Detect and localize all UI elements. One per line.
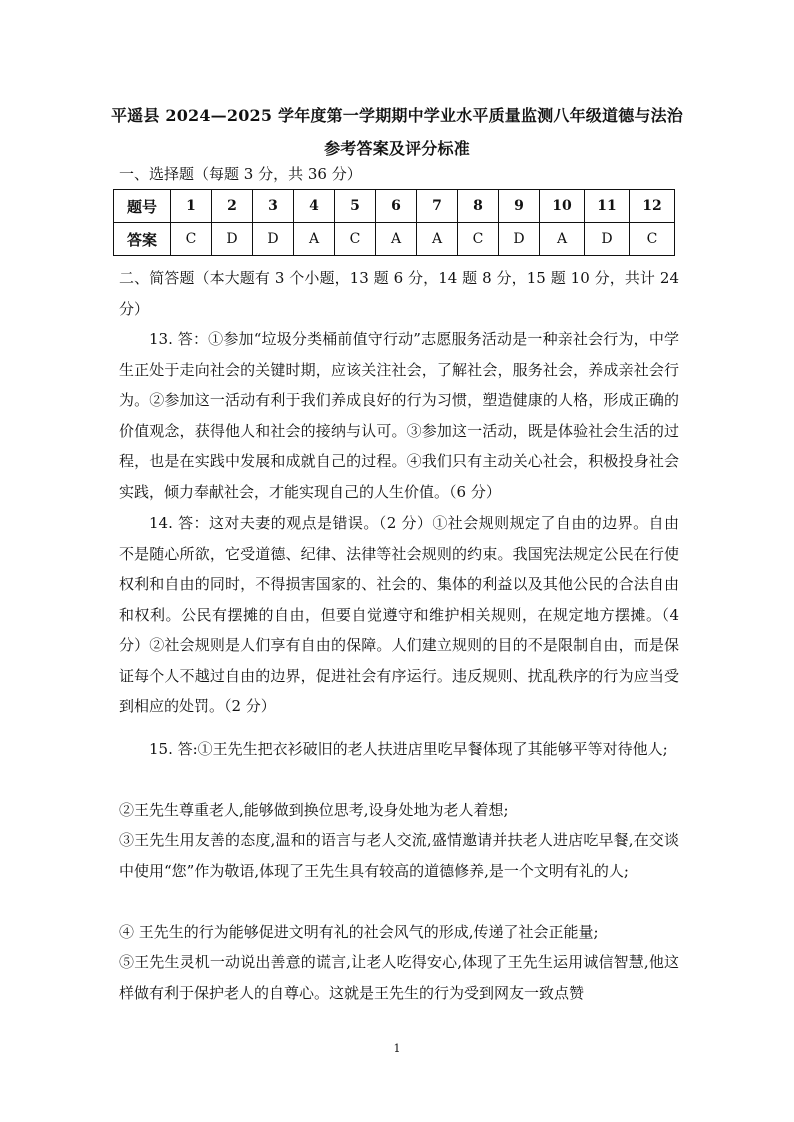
question-number: 3 bbox=[253, 190, 294, 223]
question-number: 6 bbox=[376, 190, 417, 223]
question-number: 9 bbox=[499, 190, 540, 223]
answer-cell: A bbox=[417, 223, 458, 256]
answer-15-item: ③王先生用友善的态度,温和的语言与老人交流,盛情邀请并扶老人进店吃早餐,在交谈中使用“您”作为敬语,体现了王先生具有较高的道德修养,是一个文明有礼的人; bbox=[119, 831, 679, 880]
question-number-row bbox=[114, 190, 675, 223]
answer-15-item: ⑤王先生灵机一动说出善意的谎言,让老人吃得安心,体现了王先生运用诚信智慧,他这样做有利于保护老人的自尊心。这就是王先生的行为受到网友一致点赞 bbox=[119, 953, 679, 1002]
question-number: 12 bbox=[630, 190, 675, 223]
answer-cell: D bbox=[499, 223, 540, 256]
answer-15-item: ④ 王先生的行为能够促进文明有礼的社会风气的形成,传递了社会正能量; bbox=[119, 923, 599, 941]
page-number: 1 bbox=[393, 1042, 401, 1055]
question-number: 2 bbox=[212, 190, 253, 223]
answer-cell: A bbox=[540, 223, 585, 256]
answer-15-intro: 15. 答:①王先生把衣衫破旧的老人扶进店里吃早餐体现了其能够平等对待他人; bbox=[149, 740, 668, 758]
answer-14: 14. 答：这对夫妻的观点是错误。（2 分）①社会规则规定了自由的边界。自由不是随心所欲，它受道德、纪律、法律等社会规则的约束。我国宪法规定公民在行使权利和自由的同时，不得损害国家的、社会的、集体的利益以及其他公民的合法自由和权利。公民有摆摊的自由，但要自觉遵守和维护相关规则，在规定地方摆摊。（4 分）②社会规则是人们享有自由的保障。人们建立规则的目的不是限制自由，而是保证每个人不越过自由的边界，促进社会有序运行。违反规则、扰乱秩序的行为应当受到相应的处罚。（2 分） bbox=[119, 514, 679, 715]
answer-cell: C bbox=[171, 223, 212, 256]
section-heading-short-answer: 二、简答题（本大题有 3 个小题，13 题 6 分，14 题 8 分，15 题 10 分，共计 24 分） bbox=[119, 269, 679, 318]
question-number: 4 bbox=[294, 190, 335, 223]
section-heading-choice: 一、选择题（每题 3 分，共 36 分） bbox=[119, 165, 362, 183]
answer-cell: A bbox=[294, 223, 335, 256]
answer-13: 13. 答：①参加“垃圾分类桶前值守行动”志愿服务活动是一种亲社会行为，中学生正处于走向社会的关键时期，应该关注社会，了解社会，服务社会，养成亲社会行为。②参加这一活动有利于我们养成良好的行为习惯，塑造健康的人格，形成正确的价值观念，获得他人和社会的接纳与认可。③参加这一活动，既是体验社会生活的过程，也是在实践中发展和成就自己的过程。④我们只有主动关心社会，积极投身社会实践，倾力奉献社会，才能实现自己的人生价值。（6 分） bbox=[119, 330, 679, 501]
answer-cell: C bbox=[458, 223, 499, 256]
answer-row bbox=[114, 223, 675, 256]
answer-cell: D bbox=[253, 223, 294, 256]
answer-cell: C bbox=[630, 223, 675, 256]
question-number: 8 bbox=[458, 190, 499, 223]
answer-table bbox=[113, 189, 675, 256]
answer-cell: D bbox=[585, 223, 630, 256]
question-number: 1 bbox=[171, 190, 212, 223]
answer-cell: A bbox=[376, 223, 417, 256]
row-header-answer: 答案 bbox=[114, 223, 171, 256]
document-title: 平遥县 2024—2025 学年度第一学期期中学业水平质量监测八年级道德与法治 bbox=[110, 106, 683, 125]
question-number: 10 bbox=[540, 190, 585, 223]
answer-cell: C bbox=[335, 223, 376, 256]
answer-15-item: ②王先生尊重老人,能够做到换位思考,设身处地为老人着想; bbox=[119, 801, 509, 819]
question-number: 11 bbox=[585, 190, 630, 223]
row-header-number: 题号 bbox=[114, 190, 171, 223]
question-number: 5 bbox=[335, 190, 376, 223]
document-subtitle: 参考答案及评分标准 bbox=[324, 139, 470, 158]
question-number: 7 bbox=[417, 190, 458, 223]
answer-cell: D bbox=[212, 223, 253, 256]
